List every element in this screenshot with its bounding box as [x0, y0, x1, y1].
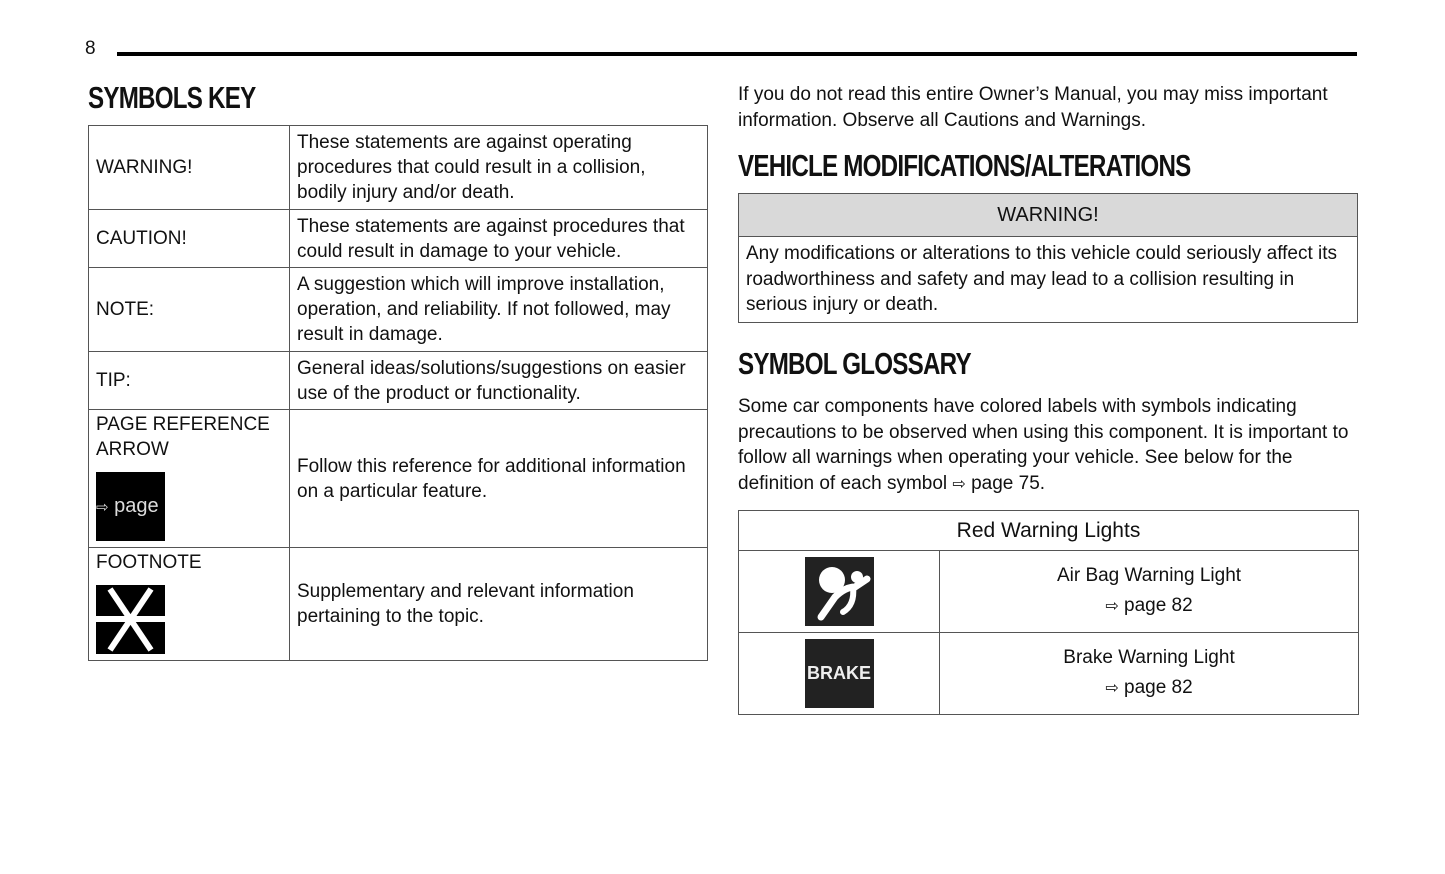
brake-icon: BRAKE	[805, 639, 874, 708]
symbols-key-title: SYMBOLS KEY	[88, 80, 256, 115]
term: FOOTNOTE	[96, 552, 202, 573]
term: NOTE:	[89, 268, 290, 352]
description: These statements are against procedures that could result in damage to your vehicle.	[290, 210, 708, 268]
page-link[interactable]: page 82	[1124, 595, 1193, 616]
table-title: Red Warning Lights	[739, 511, 1359, 551]
glossary-title: SYMBOL GLOSSARY	[738, 346, 971, 381]
intro-text: If you do not read this entire Owner’s Manual, you may miss important information. Observe all Cautions and Warnings.	[738, 84, 1328, 131]
light-name: Air Bag Warning Light	[1056, 565, 1242, 586]
table-row	[89, 126, 708, 210]
page-arrow-icon: ⇨	[1105, 680, 1119, 697]
red-warning-lights-table	[738, 510, 1359, 715]
modifications-title: VEHICLE MODIFICATIONS/ALTERATIONS	[738, 148, 1191, 183]
warning-label: WARNING!	[739, 194, 1358, 237]
description: These statements are against operating procedures that could result in a collision, bodily injury and/or death.	[290, 126, 708, 210]
page-arrow-icon: ⇨	[952, 475, 966, 493]
term: TIP:	[89, 352, 290, 410]
table-row	[739, 551, 1359, 633]
table-row	[739, 633, 1359, 715]
symbols-key-table	[88, 125, 708, 661]
description: General ideas/solutions/suggestions on easier use of the product or functionality.	[290, 352, 708, 410]
term: CAUTION!	[89, 210, 290, 268]
warning-box	[738, 193, 1358, 323]
footnote-icon	[96, 585, 165, 654]
table-row	[89, 352, 708, 410]
table-row	[89, 548, 708, 661]
page-reference-arrow-icon: ⇨ page	[96, 472, 165, 541]
page-link[interactable]: page 75.	[971, 472, 1046, 494]
airbag-icon	[805, 557, 874, 626]
table-row	[89, 210, 708, 268]
description: Supplementary and relevant information pertaining to the topic.	[290, 548, 708, 661]
light-name: Brake Warning Light	[1063, 647, 1235, 668]
page-link[interactable]: page 82	[1124, 677, 1193, 698]
term: WARNING!	[89, 126, 290, 210]
warning-text: Any modifications or alterations to this vehicle could seriously affect its roadworthiness and safety and may lead to a collision resulting in serious injury or death.	[739, 237, 1358, 323]
table-row	[89, 268, 708, 352]
header-rule	[117, 52, 1357, 56]
glossary-text: Some car components have colored labels with symbols indicating precautions to be observed when using this component. It is important to follow all warnings when operating your vehicle. See below for the definition of each symbol ⇨ page 75.	[738, 396, 1349, 494]
page-number: 8	[85, 38, 96, 59]
table-row	[89, 410, 708, 548]
description: A suggestion which will improve installation, operation, and reliability. If not followed, may result in damage.	[290, 268, 708, 352]
description: Follow this reference for additional information on a particular feature.	[290, 410, 708, 548]
term: PAGE REFERENCE ARROW	[96, 414, 270, 460]
page-arrow-icon: ⇨	[1105, 598, 1119, 615]
